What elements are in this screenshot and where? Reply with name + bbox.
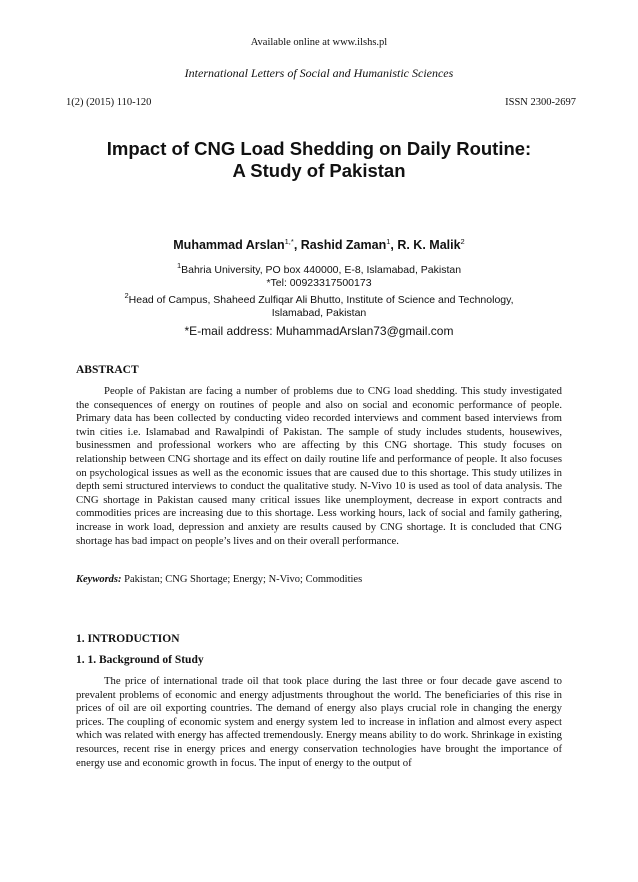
affiliation-1-mark: 1: [176, 261, 182, 270]
author-3-affiliation-mark: 2: [460, 237, 465, 246]
keywords-values: Pakistan; CNG Shortage; Energy; N-Vivo; Commodities: [121, 574, 363, 585]
journal-name: International Letters of Social and Humanistic Sciences: [184, 66, 454, 80]
affiliation-2: [0, 291, 638, 307]
title-line-1: Impact of CNG Load Shedding on Daily Routine:: [106, 138, 532, 159]
paper-title: [0, 138, 638, 182]
affiliation-2-continued: Islamabad, Pakistan: [271, 307, 367, 319]
author-2: , Rashid Zaman: [293, 238, 387, 252]
author-3: , R. K. Malik: [390, 238, 461, 252]
issue-info: 1(2) (2015) 110-120: [66, 97, 152, 108]
abstract-heading: ABSTRACT: [76, 364, 139, 376]
telephone: *Tel: 00923317500173: [266, 277, 372, 289]
abstract-text: People of Pakistan are facing a number of problems due to CNG load shedding. This study investigated the consequences of energy on routines of people and also on social and economic performance of people. Primary data has been collected by conducting video recorded interviews and comment based interviews from twin cities i.e. Islamabad and Rawalpindi of Pakistan. The sample of study includes students, housewives, businessmen and professional workers who are affecting by this CNG shortage. This study focuses on relationship between CNG shortage and its effect on daily routine life and performance of people. It also focuses on psychological issues as well as the economic issues that are caused due to this shortage. This study utilizes in depth semi structured interviews to conduct the qualitative study. N-Vivo 10 is used as tool of data analysis. The CNG shortage in Pakistan caused many critical issues like unemployment, decrease in export contracts and commodities prices are increasing due to this shortage. Less working hours, lack of social and family gathering, increase in work load, depression and anxiety are results caused by CNG shortage. It is concluded that CNG shortage has bad impact on people’s lives and on their overall performance.: [76, 385, 562, 547]
section-heading-introduction: 1. INTRODUCTION: [76, 633, 180, 645]
affiliation-2-text: Head of Campus, Shaheed Zulfiqar Ali Bhutto, Institute of Science and Technology,: [128, 294, 514, 306]
introduction-text: The price of international trade oil that took place during the last three or four decade gave ascend to prevalent problems of economic and energy adjustments throughout the world. The beneficiaries of this rise in prices of oil are oil exporting countries. The demand of energy also plays crucial role in changing the energy prices. The coupling of economic system and energy system led to increase in inflation and almost every aspect which was related with energy has affected tremendously. Energy means ability to do work. Shrinkage in existing resources, recent rise in energy prices and energy conservation technologies have brought the importance of energy use and economic growth in focus. The input of energy to the output of: [76, 675, 562, 769]
contact-email: *E-mail address: MuhammadArslan73@gmail.com: [184, 324, 454, 338]
affiliation-1: [0, 261, 638, 277]
author-1-affiliation-mark: 1,*: [284, 237, 294, 246]
author-list: [0, 238, 638, 252]
keywords-label: Keywords: [76, 574, 118, 585]
author-1: Muhammad Arslan: [173, 238, 285, 252]
issn: ISSN 2300-2697: [505, 97, 576, 108]
subsection-heading-background: 1. 1. Background of Study: [76, 654, 204, 666]
keywords-colon: :: [118, 574, 122, 585]
keywords-line: [76, 574, 362, 585]
author-2-affiliation-mark: 1: [386, 237, 391, 246]
title-line-2: A Study of Pakistan: [232, 160, 406, 181]
affiliation-2-mark: 2: [124, 291, 129, 300]
affiliation-1-text: Bahria University, PO box 440000, E-8, Islamabad, Pakistan: [181, 264, 462, 276]
available-online-line: Available online at www.ilshs.pl: [250, 37, 388, 48]
